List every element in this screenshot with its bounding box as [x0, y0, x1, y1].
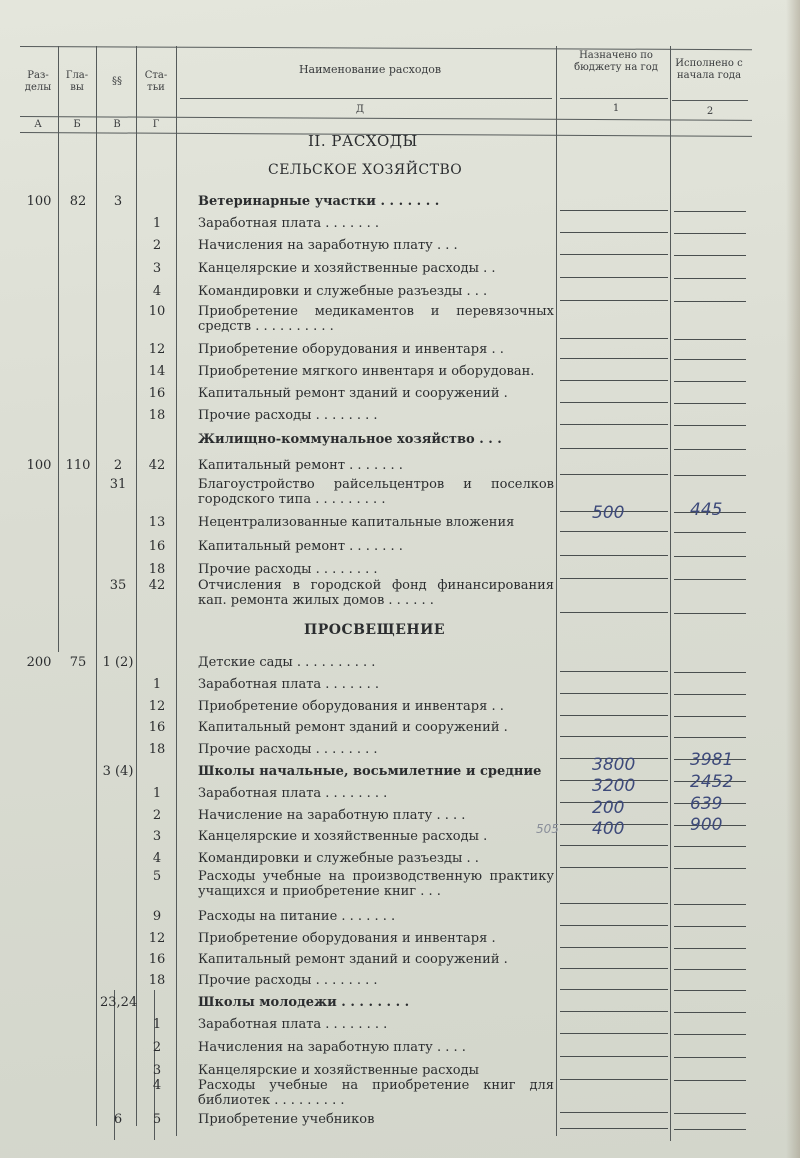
row-expense-name: Прочие расходы . . . . . . . .	[198, 973, 378, 988]
row-expense-name: Приобретение оборудования и инвентаря .	[198, 931, 496, 946]
header-col-g: Ста-тьи	[144, 70, 168, 93]
row-expense-name: Заработная плата . . . . . . . .	[198, 786, 388, 801]
row-expense-name: Заработная плата . . . . . . .	[198, 216, 379, 231]
row-budget-field[interactable]	[560, 736, 668, 737]
header-letter-d: Д	[355, 104, 365, 115]
handwritten-amount: 3200	[592, 776, 636, 796]
header-col-b: Гла-вы	[65, 70, 89, 93]
ledger-row	[0, 477, 800, 507]
row-chapter-code: 110	[65, 458, 91, 473]
handwritten-amount: 500	[592, 503, 625, 523]
row-expense-name: Капитальный ремонт . . . . . . .	[198, 539, 403, 554]
row-article-code: 16	[148, 386, 166, 401]
row-executed-field[interactable]	[674, 716, 746, 717]
ledger-row	[0, 931, 800, 953]
handwritten-amount: 3800	[592, 755, 636, 775]
row-executed-field[interactable]	[674, 846, 746, 847]
ledger-row	[0, 1078, 800, 1108]
ledger-row	[0, 408, 800, 430]
ledger-row	[0, 909, 800, 931]
row-budget-field[interactable]	[560, 555, 668, 556]
row-budget-field[interactable]	[560, 254, 668, 255]
row-article-code: 16	[148, 539, 166, 554]
row-chapter-code: 75	[69, 655, 87, 670]
row-executed-field[interactable]	[674, 926, 746, 927]
row-article-code: 3	[152, 829, 162, 844]
row-executed-field[interactable]	[674, 449, 746, 450]
row-executed-field[interactable]	[674, 990, 746, 991]
ledger-row	[0, 432, 800, 454]
row-executed-field[interactable]	[674, 672, 746, 673]
row-chapter-code: 82	[69, 194, 87, 209]
row-article-code: 4	[152, 1078, 162, 1093]
row-paragraph-code: 35	[109, 578, 127, 593]
ledger-row	[0, 995, 800, 1017]
row-executed-field[interactable]	[674, 278, 746, 279]
ledger-row	[0, 677, 800, 699]
header-number-1: 1	[612, 103, 620, 114]
header-letter-v: В	[113, 119, 121, 130]
header-col-a: Раз-делы	[24, 70, 52, 93]
row-expense-name: Приобретение мягкого инвентаря и оборудован.	[198, 364, 535, 379]
row-expense-name: Расходы учебные на производственную практику учащихся и приобретение книг . . .	[198, 869, 554, 899]
row-executed-field[interactable]	[674, 532, 746, 533]
row-expense-name: Прочие расходы . . . . . . . .	[198, 408, 378, 423]
row-article-code: 1	[152, 786, 162, 801]
ledger-row	[0, 952, 800, 974]
row-budget-field[interactable]	[560, 402, 668, 403]
row-executed-field[interactable]	[674, 381, 746, 382]
header-name-underline	[180, 98, 552, 99]
row-section-code: 100	[26, 194, 52, 209]
row-expense-name: Капитальный ремонт . . . . . . .	[198, 458, 403, 473]
ledger-row	[0, 194, 800, 216]
row-article-code: 10	[148, 304, 166, 319]
row-expense-name: Командировки и служебные разъезды . .	[198, 851, 479, 866]
ledger-row	[0, 720, 800, 742]
row-article-code: 3	[152, 1063, 162, 1078]
row-article-code: 16	[148, 952, 166, 967]
row-executed-field[interactable]	[674, 613, 746, 614]
header-col-2: Исполнено с начала года	[675, 58, 743, 81]
row-budget-field[interactable]	[560, 947, 668, 948]
ledger-row	[0, 515, 800, 537]
row-paragraph-code: 31	[109, 477, 127, 492]
ledger-row	[0, 578, 800, 608]
row-article-code: 18	[148, 562, 166, 577]
header-col-name: Наименование расходов	[298, 63, 442, 76]
row-expense-name: Заработная плата . . . . . . .	[198, 677, 379, 692]
row-section-code: 100	[26, 458, 52, 473]
row-expense-name: Канцелярские и хозяйственные расходы	[198, 1063, 479, 1078]
row-article-code: 18	[148, 742, 166, 757]
row-article-code: 2	[152, 1040, 162, 1055]
row-paragraph-code: 1 (2)	[102, 655, 134, 670]
row-budget-field[interactable]	[560, 474, 668, 475]
header-col-1: Назначено по бюджету на год	[574, 50, 658, 73]
row-article-code: 42	[148, 578, 166, 593]
header-number-2: 2	[706, 106, 714, 117]
row-article-code: 5	[152, 1112, 162, 1127]
section-title-agriculture: СЕЛЬСКОЕ ХОЗЯЙСТВО	[268, 162, 463, 178]
row-article-code: 12	[148, 931, 166, 946]
ledger-row	[0, 829, 800, 851]
row-executed-field[interactable]	[674, 737, 746, 738]
handwritten-amount: 639	[690, 794, 723, 814]
row-expense-name: Школы начальные, восьмилетние и средние	[198, 764, 542, 779]
ledger-row	[0, 539, 800, 561]
row-budget-field[interactable]	[560, 903, 668, 904]
ledger-row	[0, 216, 800, 238]
ledger-row	[0, 284, 800, 306]
col-divider-ab-header	[58, 46, 59, 132]
row-expense-name: Заработная плата . . . . . . . .	[198, 1017, 388, 1032]
ledger-row	[0, 699, 800, 721]
ledger-row	[0, 869, 800, 899]
row-article-code: 1	[152, 1017, 162, 1032]
header-letter-b: Б	[73, 119, 81, 130]
header-col1-underline	[560, 98, 668, 99]
row-budget-field[interactable]	[560, 925, 668, 926]
ledger-row	[0, 386, 800, 408]
row-budget-field[interactable]	[560, 1056, 668, 1057]
row-executed-field[interactable]	[674, 255, 746, 256]
handwritten-amount: 3981	[690, 750, 734, 770]
row-budget-field[interactable]	[560, 232, 668, 233]
ledger-row	[0, 1017, 800, 1039]
row-budget-field[interactable]	[560, 612, 668, 613]
row-executed-field[interactable]	[674, 233, 746, 234]
row-budget-field[interactable]	[560, 968, 668, 969]
row-expense-name: Начисление на заработную плату . . . .	[198, 808, 466, 823]
row-paragraph-code: 2	[113, 458, 123, 473]
row-executed-field[interactable]	[674, 1034, 746, 1035]
handwritten-amount: 2452	[690, 772, 734, 792]
row-executed-field[interactable]	[674, 301, 746, 302]
row-expense-name: Расходы учебные на приобретение книг для библиотек . . . . . . . . .	[198, 1078, 554, 1108]
row-budget-field[interactable]	[560, 358, 668, 359]
ledger-row	[0, 342, 800, 364]
header-letter-g: Г	[152, 119, 160, 130]
row-budget-field[interactable]	[560, 338, 668, 339]
ledger-row	[0, 1040, 800, 1062]
row-article-code: 2	[152, 808, 162, 823]
header-col2-underline	[672, 100, 748, 101]
row-executed-field[interactable]	[674, 556, 746, 557]
row-paragraph-code: 6	[113, 1112, 123, 1127]
row-article-code: 5	[152, 869, 162, 884]
row-expense-name: Капитальный ремонт зданий и сооружений .	[198, 720, 508, 735]
handwritten-amount: 200	[592, 798, 625, 818]
row-expense-name: Ветеринарные участки . . . . . . .	[198, 194, 440, 209]
header-letter-a: А	[34, 119, 42, 130]
row-budget-field[interactable]	[560, 693, 668, 694]
header-top-rule	[20, 46, 752, 50]
row-expense-name: Детские сады . . . . . . . . . .	[198, 655, 376, 670]
row-expense-name: Благоустройство райсельцентров и поселков городского типа . . . . . . . . .	[198, 477, 554, 507]
ledger-row	[0, 655, 800, 677]
ledger-row	[0, 742, 800, 764]
row-budget-field[interactable]	[560, 380, 668, 381]
row-budget-field[interactable]	[560, 1033, 668, 1034]
row-budget-field[interactable]	[560, 867, 668, 868]
header-col-v: §§	[112, 76, 122, 87]
row-executed-field[interactable]	[674, 1012, 746, 1013]
row-expense-name: Прочие расходы . . . . . . . .	[198, 562, 378, 577]
ledger-row	[0, 304, 800, 334]
row-expense-name: Капитальный ремонт зданий и сооружений .	[198, 386, 508, 401]
row-article-code: 18	[148, 973, 166, 988]
row-expense-name: Расходы на питание . . . . . . .	[198, 909, 396, 924]
row-executed-field[interactable]	[674, 694, 746, 695]
row-expense-name: Приобретение медикаментов и перевязочных средств . . . . . . . . . .	[198, 304, 554, 334]
row-budget-field[interactable]	[560, 845, 668, 846]
row-budget-field[interactable]	[560, 671, 668, 672]
row-expense-name: Школы молодежи . . . . . . . .	[198, 995, 410, 1010]
row-section-code: 200	[26, 655, 52, 670]
section-title-expenses: II. РАСХОДЫ	[308, 132, 418, 150]
row-article-code: 3	[152, 261, 162, 276]
row-budget-field[interactable]	[560, 277, 668, 278]
ledger-row	[0, 1112, 800, 1134]
row-article-code: 14	[148, 364, 166, 379]
row-article-code: 16	[148, 720, 166, 735]
row-expense-name: Жилищно-коммунальное хозяйство . . .	[198, 432, 502, 447]
row-expense-name: Приобретение оборудования и инвентаря . .	[198, 342, 504, 357]
row-executed-field[interactable]	[674, 475, 746, 476]
row-budget-field[interactable]	[560, 989, 668, 990]
row-expense-name: Командировки и служебные разъезды . . .	[198, 284, 488, 299]
handwritten-amount: 505	[536, 822, 559, 836]
row-article-code: 12	[148, 342, 166, 357]
row-executed-field[interactable]	[674, 948, 746, 949]
handwritten-amount: 900	[690, 815, 723, 835]
section-title-education: ПРОСВЕЩЕНИЕ	[304, 622, 445, 638]
row-budget-field[interactable]	[560, 448, 668, 449]
row-paragraph-code: 3	[113, 194, 123, 209]
ledger-row	[0, 973, 800, 995]
ledger-row	[0, 238, 800, 260]
row-article-code: 1	[152, 677, 162, 692]
row-paragraph-code: 3 (4)	[102, 764, 134, 779]
row-expense-name: Прочие расходы . . . . . . . .	[198, 742, 378, 757]
row-executed-field[interactable]	[674, 425, 746, 426]
row-executed-field[interactable]	[674, 1057, 746, 1058]
ledger-row	[0, 764, 800, 786]
handwritten-amount: 445	[690, 500, 723, 520]
ledger-row	[0, 786, 800, 808]
row-budget-field[interactable]	[560, 1128, 668, 1129]
row-budget-field[interactable]	[560, 531, 668, 532]
row-expense-name: Приобретение оборудования и инвентаря . .	[198, 699, 504, 714]
row-budget-field[interactable]	[560, 210, 668, 211]
row-expense-name: Начисления на заработную плату . . .	[198, 238, 458, 253]
row-expense-name: Отчисления в городской фонд финансирования кап. ремонта жилых домов . . . . . .	[198, 578, 554, 608]
row-article-code: 9	[152, 909, 162, 924]
row-article-code: 4	[152, 851, 162, 866]
row-executed-field[interactable]	[674, 403, 746, 404]
row-executed-field[interactable]	[674, 1129, 746, 1130]
row-budget-field[interactable]	[560, 424, 668, 425]
row-article-code: 12	[148, 699, 166, 714]
row-executed-field[interactable]	[674, 969, 746, 970]
row-expense-name: Канцелярские и хозяйственные расходы .	[198, 829, 488, 844]
row-article-code: 13	[148, 515, 166, 530]
row-article-code: 42	[148, 458, 166, 473]
row-article-code: 18	[148, 408, 166, 423]
row-expense-name: Канцелярские и хозяйственные расходы . .	[198, 261, 496, 276]
ledger-row	[0, 364, 800, 386]
row-executed-field[interactable]	[674, 211, 746, 212]
row-expense-name: Нецентрализованные капитальные вложения	[198, 515, 515, 530]
row-article-code: 4	[152, 284, 162, 299]
ledger-row	[0, 808, 800, 830]
row-paragraph-code: 23,24	[100, 995, 138, 1010]
row-expense-name: Начисления на заработную плату . . . .	[198, 1040, 466, 1055]
row-executed-field[interactable]	[674, 359, 746, 360]
row-budget-field[interactable]	[560, 1011, 668, 1012]
row-expense-name: Капитальный ремонт зданий и сооружений .	[198, 952, 508, 967]
row-article-code: 1	[152, 216, 162, 231]
row-article-code: 2	[152, 238, 162, 253]
row-budget-field[interactable]	[560, 715, 668, 716]
row-expense-name: Приобретение учебников	[198, 1112, 375, 1127]
ledger-row	[0, 261, 800, 283]
row-executed-field[interactable]	[674, 904, 746, 905]
row-budget-field[interactable]	[560, 300, 668, 301]
handwritten-amount: 400	[592, 819, 625, 839]
row-executed-field[interactable]	[674, 339, 746, 340]
